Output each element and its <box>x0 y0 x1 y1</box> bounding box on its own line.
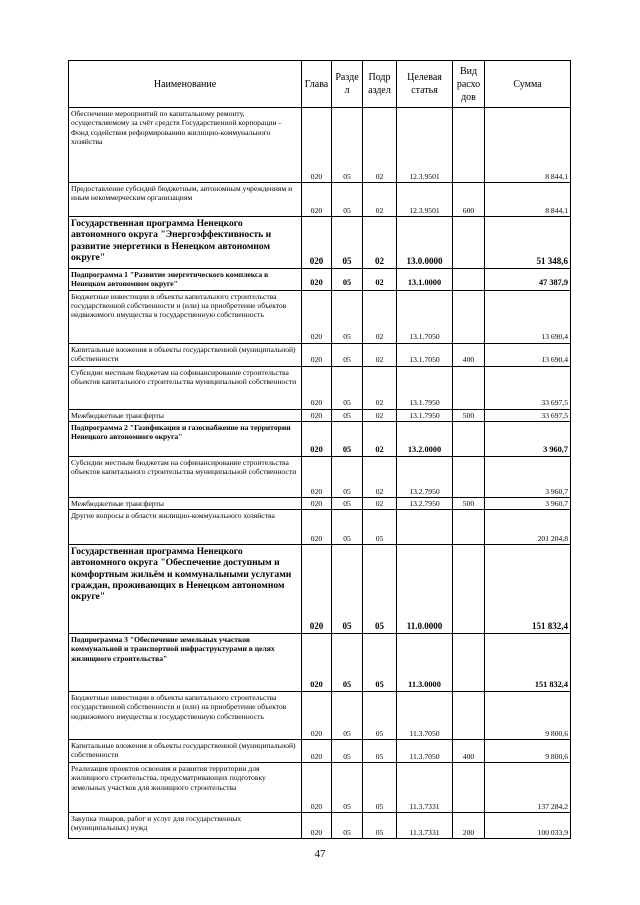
row-expense-type <box>453 290 485 343</box>
row-section: 05 <box>332 269 363 291</box>
table-row <box>69 763 571 813</box>
row-section: 05 <box>332 290 363 343</box>
row-subsection: 05 <box>363 510 397 545</box>
row-subsection: 02 <box>363 343 397 366</box>
row-subsection: 05 <box>363 692 397 740</box>
row-target-article: 11.3.7050 <box>397 692 453 740</box>
row-expense-type: 200 <box>453 813 485 839</box>
row-section: 05 <box>332 343 363 366</box>
row-subsection: 05 <box>363 740 397 763</box>
row-name: Государственная программа Ненецкого автономного округа "Обеспечение доступным и комфортным жильём и коммунальными услугами граждан, проживающих в Ненецком автономном округе" <box>69 545 302 634</box>
row-name: Субсидии местным бюджетам на софинансирование строительства объектов капитального строительства муниципальной собственности <box>69 456 302 497</box>
row-section: 05 <box>332 545 363 634</box>
row-target-article: 13.2.7950 <box>397 456 453 497</box>
row-chapter: 020 <box>302 409 332 421</box>
header-target-article: Целевая статья <box>397 61 453 108</box>
row-chapter: 020 <box>302 763 332 813</box>
row-subsection: 02 <box>363 290 397 343</box>
row-subsection: 02 <box>363 217 397 269</box>
row-amount: 137 284,2 <box>485 763 571 813</box>
row-expense-type <box>453 692 485 740</box>
row-expense-type: 400 <box>453 740 485 763</box>
row-chapter: 020 <box>302 269 332 291</box>
row-target-article: 13.1.7050 <box>397 343 453 366</box>
row-section: 05 <box>332 456 363 497</box>
row-name: Межбюджетные трансферты <box>69 409 302 421</box>
row-section: 05 <box>332 108 363 183</box>
row-name: Бюджетные инвестиции в объекты капитального строительства государственной собственности и (или) на приобретение объектов недвижимого имущества в государственную собственность <box>69 290 302 343</box>
row-chapter: 020 <box>302 217 332 269</box>
row-expense-type: 600 <box>453 183 485 217</box>
row-chapter: 020 <box>302 456 332 497</box>
row-amount: 9 800,6 <box>485 692 571 740</box>
row-name: Закупка товаров, работ и услуг для государственных (муниципальных) нужд <box>69 813 302 839</box>
table-row <box>69 421 571 456</box>
row-target-article: 11.0.0000 <box>397 545 453 634</box>
row-section: 05 <box>332 692 363 740</box>
row-chapter: 020 <box>302 634 332 692</box>
row-subsection: 02 <box>363 497 397 509</box>
table-body <box>69 108 571 839</box>
row-target-article: 11.3.7331 <box>397 813 453 839</box>
row-amount: 8 844,1 <box>485 108 571 183</box>
row-subsection: 02 <box>363 366 397 409</box>
row-amount: 8 844,1 <box>485 183 571 217</box>
row-section: 05 <box>332 740 363 763</box>
table-row <box>69 740 571 763</box>
row-target-article: 13.0.0000 <box>397 217 453 269</box>
row-chapter: 020 <box>302 108 332 183</box>
table-row <box>69 366 571 409</box>
header-chapter: Глава <box>302 61 332 108</box>
row-target-article: 13.1.7950 <box>397 409 453 421</box>
row-subsection: 02 <box>363 409 397 421</box>
row-expense-type <box>453 510 485 545</box>
row-target-article <box>397 510 453 545</box>
row-chapter: 020 <box>302 510 332 545</box>
row-name: Предоставление субсидий бюджетным, автономным учреждениям и иным некоммерческим организациям <box>69 183 302 217</box>
row-expense-type <box>453 108 485 183</box>
row-amount: 3 960,7 <box>485 421 571 456</box>
row-name: Подпрограмма 3 "Обеспечение земельных участков коммунальной и транспортной инфраструктурами в целях жилищного строительства" <box>69 634 302 692</box>
row-target-article: 13.2.7950 <box>397 497 453 509</box>
row-name: Подпрограмма 1 "Развитие энергетического комплекса в Ненецком автономном округе" <box>69 269 302 291</box>
row-expense-type: 500 <box>453 497 485 509</box>
row-chapter: 020 <box>302 290 332 343</box>
row-target-article: 11.3.7331 <box>397 763 453 813</box>
row-expense-type <box>453 763 485 813</box>
table-row <box>69 510 571 545</box>
table-row <box>69 108 571 183</box>
row-chapter: 020 <box>302 183 332 217</box>
table-row <box>69 497 571 509</box>
row-amount: 13 690,4 <box>485 343 571 366</box>
row-name: Капитальные вложения в объекты государственной (муниципальной) собственности <box>69 740 302 763</box>
row-target-article: 13.1.0000 <box>397 269 453 291</box>
table-row <box>69 545 571 634</box>
table-row <box>69 217 571 269</box>
row-chapter: 020 <box>302 740 332 763</box>
table-row <box>69 183 571 217</box>
row-target-article: 12.3.9501 <box>397 183 453 217</box>
row-expense-type <box>453 456 485 497</box>
row-chapter: 020 <box>302 545 332 634</box>
table-row <box>69 456 571 497</box>
header-amount: Сумма <box>485 61 571 108</box>
row-name: Государственная программа Ненецкого автономного округа "Энергоэффективность и развитие энергетики в Ненецком автономном округе" <box>69 217 302 269</box>
row-subsection: 02 <box>363 421 397 456</box>
table-row <box>69 409 571 421</box>
row-amount: 51 348,6 <box>485 217 571 269</box>
row-expense-type: 400 <box>453 343 485 366</box>
row-target-article: 13.1.7950 <box>397 366 453 409</box>
row-target-article: 11.3.7050 <box>397 740 453 763</box>
row-section: 05 <box>332 183 363 217</box>
row-amount: 3 960,7 <box>485 456 571 497</box>
table-row <box>69 290 571 343</box>
row-section: 05 <box>332 421 363 456</box>
row-expense-type <box>453 217 485 269</box>
row-subsection: 05 <box>363 545 397 634</box>
row-amount: 33 697,5 <box>485 366 571 409</box>
row-amount: 13 690,4 <box>485 290 571 343</box>
header-subsection: Подр аздел <box>363 61 397 108</box>
header-name: Наименование <box>69 61 302 108</box>
row-section: 05 <box>332 510 363 545</box>
row-subsection: 02 <box>363 183 397 217</box>
table-row <box>69 343 571 366</box>
row-section: 05 <box>332 813 363 839</box>
row-expense-type: 500 <box>453 409 485 421</box>
row-section: 05 <box>332 497 363 509</box>
row-chapter: 020 <box>302 497 332 509</box>
row-expense-type <box>453 366 485 409</box>
row-name: Подпрограмма 2 "Газификация и газоснабжение на территории Ненецкого автономного округа" <box>69 421 302 456</box>
row-subsection: 05 <box>363 813 397 839</box>
row-target-article: 13.1.7050 <box>397 290 453 343</box>
table-row <box>69 269 571 291</box>
header-expense-type: Вид расхо дов <box>453 61 485 108</box>
row-expense-type <box>453 269 485 291</box>
row-target-article: 13.2.0000 <box>397 421 453 456</box>
row-name: Обеспечение мероприятий по капитальному ремонту, осуществляемому за счёт средств Государственной корпорации - Фонд содействия реформированию жилищно-коммунального хозяйства <box>69 108 302 183</box>
row-subsection: 02 <box>363 456 397 497</box>
row-section: 05 <box>332 217 363 269</box>
table-row <box>69 692 571 740</box>
row-amount: 151 832,4 <box>485 634 571 692</box>
table-header-row <box>69 61 571 108</box>
row-target-article: 12.3.9501 <box>397 108 453 183</box>
header-section: Разде л <box>332 61 363 108</box>
row-expense-type <box>453 634 485 692</box>
row-amount: 3 960,7 <box>485 497 571 509</box>
row-name: Бюджетные инвестиции в объекты капитального строительства государственной собственности и (или) на приобретение объектов недвижимого имущества в государственную собственность <box>69 692 302 740</box>
row-expense-type <box>453 421 485 456</box>
row-chapter: 020 <box>302 813 332 839</box>
row-section: 05 <box>332 763 363 813</box>
row-chapter: 020 <box>302 421 332 456</box>
row-name: Другие вопросы в области жилищно-коммунального хозяйства <box>69 510 302 545</box>
row-name: Межбюджетные трансферты <box>69 497 302 509</box>
budget-table <box>68 60 571 839</box>
row-chapter: 020 <box>302 692 332 740</box>
row-subsection: 05 <box>363 763 397 813</box>
row-chapter: 020 <box>302 366 332 409</box>
row-target-article: 11.3.0000 <box>397 634 453 692</box>
row-amount: 47 387,9 <box>485 269 571 291</box>
row-chapter: 020 <box>302 343 332 366</box>
row-amount: 33 697,5 <box>485 409 571 421</box>
row-section: 05 <box>332 409 363 421</box>
row-name: Реализация проектов освоения и развития территории для жилищного строительства, предусматривающих подготовку земельных участков для жилищного строительства <box>69 763 302 813</box>
row-subsection: 05 <box>363 634 397 692</box>
table-row <box>69 813 571 839</box>
row-name: Капитальные вложения в объекты государственной (муниципальной) собственности <box>69 343 302 366</box>
row-expense-type <box>453 545 485 634</box>
row-amount: 201 204,8 <box>485 510 571 545</box>
page-number: 47 <box>314 848 326 860</box>
row-amount: 9 800,6 <box>485 740 571 763</box>
row-amount: 151 832,4 <box>485 545 571 634</box>
table-row <box>69 634 571 692</box>
row-name: Субсидии местным бюджетам на софинансирование строительства объектов капитального строительства муниципальной собственности <box>69 366 302 409</box>
row-subsection: 02 <box>363 108 397 183</box>
row-section: 05 <box>332 366 363 409</box>
row-amount: 100 033,9 <box>485 813 571 839</box>
row-section: 05 <box>332 634 363 692</box>
row-subsection: 02 <box>363 269 397 291</box>
